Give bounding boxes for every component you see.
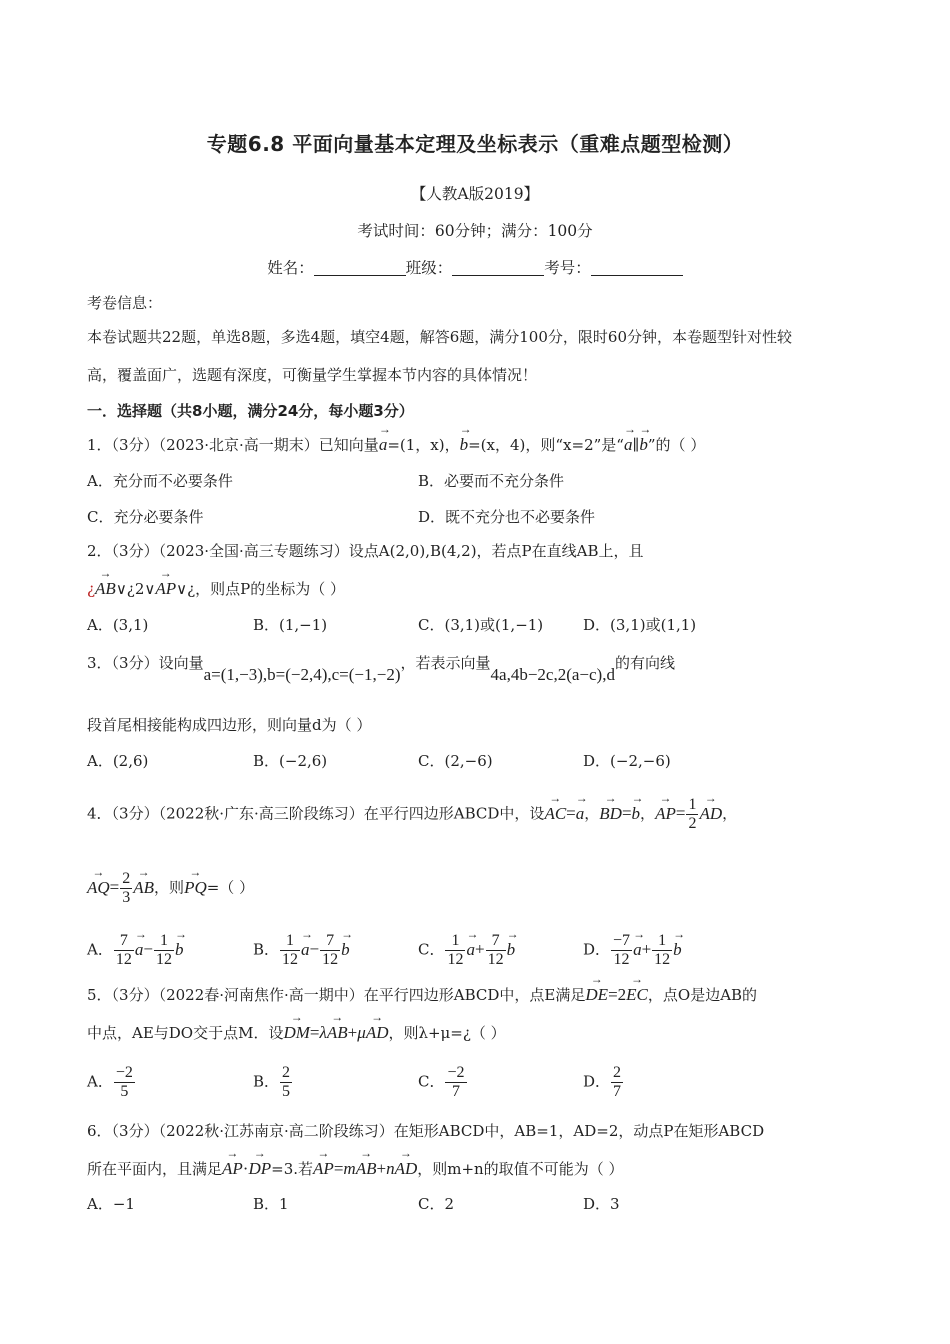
q1-option-d: D．既不充分也不必要条件 xyxy=(418,508,596,526)
q4-option-b: B． $\frac{1}{12}$ → a− $\frac{7}{12}$ → b xyxy=(253,932,350,969)
q5-option-a: A． $\frac{-2}{5}$ xyxy=(87,1064,133,1100)
question-4-line-2: → AQ= $\frac{2}{3}$ → AB，则→ PQ=（ ） xyxy=(87,870,254,907)
vector-b: → b xyxy=(460,434,469,456)
question-5-line-2: 中点，AE与DO交于点M．设→ DM=λ→ AB+μ→ AD，则λ+μ=¿（ ） xyxy=(87,1022,506,1044)
q2-option-c: C．(3,1)或(1,−1) xyxy=(418,616,544,634)
q5-option-b: B． $\frac{2}{5}$ xyxy=(253,1064,291,1100)
q3-option-c: C．(2,−6) xyxy=(418,752,493,770)
q4-option-d: D． $\frac{-7}{12}$ → a+ $\frac{1}{12}$ → b xyxy=(583,932,682,969)
question-6-line-1: 6．（3分）（2022秋·江苏南京·高二阶段练习）在矩形ABCD中，AB=1，AD=2，动点P在矩形ABCD xyxy=(87,1122,765,1140)
q5-option-c: C． $\frac{-2}{7}$ xyxy=(418,1064,465,1100)
q6-option-a: A．−1 xyxy=(87,1195,135,1213)
q1-option-b: B．必要而不充分条件 xyxy=(418,472,565,490)
question-2-line-2: ¿→ AB∨¿2∨→ AP∨¿，则点P的坐标为（ ） xyxy=(87,578,345,600)
q2-option-a: A．(3,1) xyxy=(87,616,149,634)
q6-option-c: C．2 xyxy=(418,1195,455,1213)
question-3-line-2: 段首尾相接能构成四边形，则向量d为（ ） xyxy=(87,716,372,734)
student-info-row xyxy=(0,256,950,278)
name-label: 姓名： xyxy=(267,259,314,277)
question-4-line-1: 4．（3分）（2022秋·广东·高三阶段练习）在平行四边形ABCD中，设→ AC=→ a，→ BD=→ b，→ AP= $\frac{1}{2}$ → AD， xyxy=(87,796,737,833)
page-title: 专题6.8 平面向量基本定理及坐标表示（重难点题型检测） xyxy=(206,132,744,156)
class-blank xyxy=(452,259,544,276)
question-3-line-1: 3．（3分）设向量a=(1,−3),b=(−2,4),c=(−1,−2)，若表示向量4a,4b−2c,2(a−c),d的有向线 xyxy=(87,654,675,684)
question-6-line-2: 所在平面内，且满足→ AP·→ DP=3.若→ AP=m→ AB+n→ AD，则m+n的取值不可能为（ ） xyxy=(87,1158,623,1180)
q1-option-a: A．充分而不必要条件 xyxy=(87,472,233,490)
class-label: 班级： xyxy=(405,259,453,277)
name-blank xyxy=(314,259,406,276)
info-line-1: 本卷试题共22题，单选8题，多选4题，填空4题，解答6题，满分100分，限时60分钟，本卷题型针对性较 xyxy=(87,328,792,346)
q1-option-c: C．充分必要条件 xyxy=(87,508,204,526)
q6-option-d: D．3 xyxy=(583,1195,620,1213)
q4-option-a: A． $\frac{7}{12}$ → a− $\frac{1}{12}$ → b xyxy=(87,932,183,969)
vector-a: → a xyxy=(379,434,388,456)
q2-option-b: B．(1,−1) xyxy=(253,616,328,634)
q3-option-b: B．(−2,6) xyxy=(253,752,328,770)
section-title: 一．选择题（共8小题，满分24分，每小题3分） xyxy=(87,402,414,420)
q4-option-c: C． $\frac{1}{12}$ → a+ $\frac{7}{12}$ → b xyxy=(418,932,515,969)
id-label: 考号： xyxy=(544,259,591,277)
info-line-2: 高，覆盖面广，选题有深度，可衡量学生掌握本节内容的具体情况！ xyxy=(87,366,538,384)
q3-option-a: A．(2,6) xyxy=(87,752,149,770)
id-blank xyxy=(591,259,683,276)
q6-option-b: B．1 xyxy=(253,1195,289,1213)
question-5-line-1: 5．（3分）（2022春·河南焦作·高一期中）在平行四边形ABCD中，点E满足→ DE=2→ EC，点O是边AB的 xyxy=(87,984,757,1006)
q2-option-d: D．(3,1)或(1,1) xyxy=(583,616,697,634)
question-1: 1．（3分）（2023·北京·高一期末）已知向量→ a=(1，x)，→ b=(x，4)，则“x=2”是“→ a∥→ b”的（ ） xyxy=(87,434,705,456)
exam-time: 考试时间：60分钟；满分：100分 xyxy=(357,222,593,240)
info-heading: 考卷信息： xyxy=(87,294,163,312)
q5-option-d: D． $\frac{2}{7}$ xyxy=(583,1064,622,1100)
q3-option-d: D．(−2,−6) xyxy=(583,752,671,770)
question-2-line-1: 2．（3分）（2023·全国·高三专题练习）设点A(2,0),B(4,2)，若点P在直线AB上，且 xyxy=(87,542,644,560)
edition-label: 【人教A版2019】 xyxy=(410,185,540,203)
